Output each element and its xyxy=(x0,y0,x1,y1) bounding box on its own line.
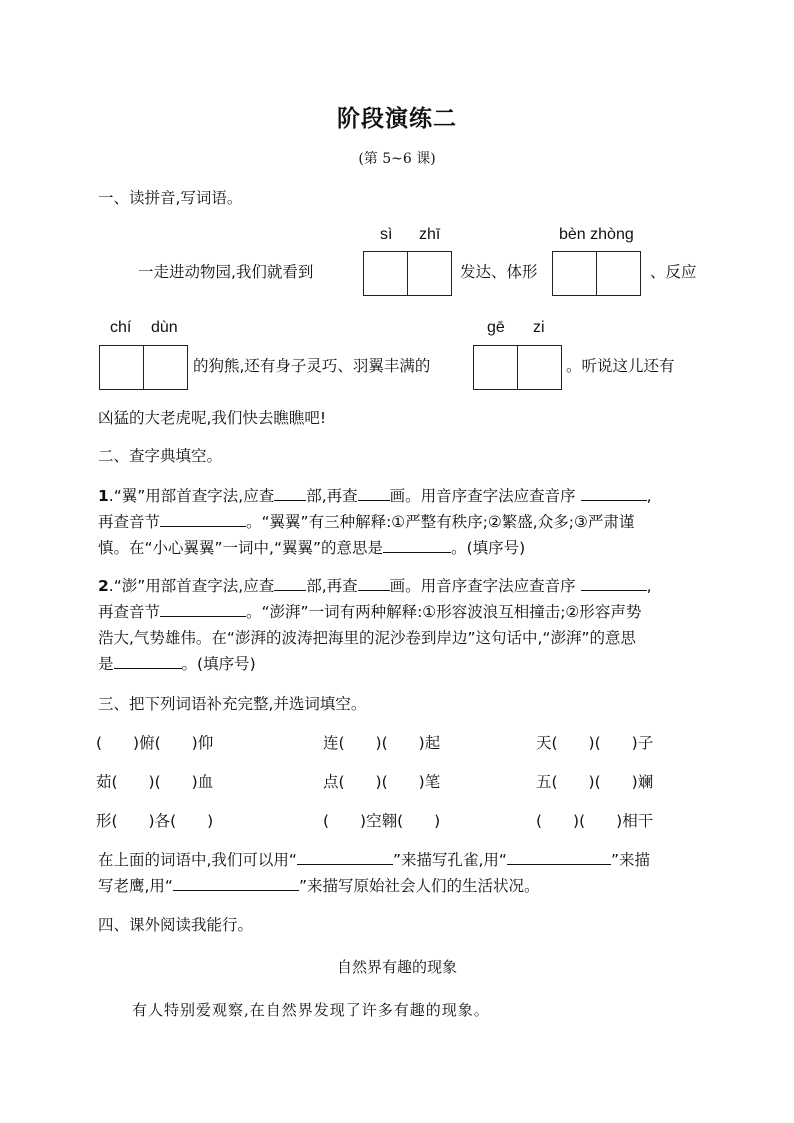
tianzige-cell[interactable] xyxy=(474,346,517,389)
q2-text-c: 画。用音序查字法应查音序 xyxy=(389,577,576,595)
q1-line3 xyxy=(98,536,525,558)
tianzige-cell[interactable] xyxy=(364,252,407,295)
q1-line2 xyxy=(98,510,634,532)
s1-line1-part2: 发达、体形 xyxy=(460,263,538,281)
s1-line1-part3: 、反应 xyxy=(650,263,697,281)
q2-number: 2 xyxy=(98,577,109,595)
section-1-heading: 一、读拼音,写词语。 xyxy=(98,189,243,207)
fill-text-3: ”来描 xyxy=(610,851,650,869)
pinyin-chi: chí xyxy=(110,319,132,336)
page-title: 阶段演练二 xyxy=(337,106,457,132)
tianzige-cell[interactable] xyxy=(100,346,143,389)
fill-text-5: ”来描写原始社会人们的生活状况。 xyxy=(298,877,540,895)
q1-text-g: 慎。在“小心翼翼”一词中,“翼翼”的意思是 xyxy=(98,539,384,557)
pinyin-ge: gē xyxy=(487,319,505,336)
tianzige-benzhong[interactable] xyxy=(552,251,641,296)
tianzige-cell[interactable] xyxy=(517,346,561,389)
q1-text-c: 画。用音序查字法应查音序 xyxy=(389,487,576,505)
q1-text-h: 。(填序号) xyxy=(451,539,526,557)
tianzige-cell[interactable] xyxy=(407,252,451,295)
q2-text-d: , xyxy=(646,577,652,595)
s1-line2-part1: 的狗熊,还有身子灵巧、羽翼丰满的 xyxy=(193,357,431,375)
idiom-item[interactable]: ( )( )相干 xyxy=(536,812,654,830)
section-2-heading: 二、查字典填空。 xyxy=(98,447,223,465)
q1-text-e: 再查音节 xyxy=(98,513,161,531)
fill-blank-eagle[interactable] xyxy=(507,850,611,865)
pinyin-zhi: zhī xyxy=(419,226,441,243)
q2-text-a: .“澎”用部首查字法,应查 xyxy=(108,577,275,595)
fill-text-2: ”来描写孔雀,用“ xyxy=(392,851,507,869)
reading-title: 自然界有趣的现象 xyxy=(336,958,457,976)
q1-line1 xyxy=(98,484,652,506)
q2-text-i: 。(填序号) xyxy=(181,655,256,673)
q2-text-b: 部,再查 xyxy=(306,577,358,595)
fill-text-1: 在上面的词语中,我们可以用“ xyxy=(98,851,297,869)
fill-line2 xyxy=(98,874,540,896)
section-3-heading: 三、把下列词语补充完整,并选词填空。 xyxy=(98,695,367,713)
idiom-item[interactable]: 茹( )( )血 xyxy=(96,773,214,791)
idiom-item[interactable]: ( )俯( )仰 xyxy=(96,734,214,752)
q1-blank-radical[interactable] xyxy=(274,486,306,501)
idiom-item[interactable]: ( )空翱( ) xyxy=(323,812,441,830)
pinyin-si: sì xyxy=(380,226,393,243)
q1-blank-meaning[interactable] xyxy=(383,538,451,553)
q2-line2 xyxy=(98,600,641,622)
tianzige-chidun[interactable] xyxy=(99,345,188,390)
s1-line3: 凶猛的大老虎呢,我们快去瞧瞧吧! xyxy=(98,409,327,427)
q1-blank-letter[interactable] xyxy=(581,486,647,501)
fill-line1 xyxy=(98,848,650,870)
q2-text-e: 再查音节 xyxy=(98,603,161,621)
idiom-item[interactable]: 五( )( )斓 xyxy=(536,773,654,791)
q1-blank-strokes[interactable] xyxy=(358,486,390,501)
q1-text-d: , xyxy=(646,487,652,505)
q2-blank-radical[interactable] xyxy=(274,576,306,591)
q2-blank-meaning[interactable] xyxy=(114,654,182,669)
fill-blank-primitive[interactable] xyxy=(173,876,299,891)
s1-line2-part2: 。听说这儿还有 xyxy=(566,357,675,375)
pinyin-benzhong: bèn zhòng xyxy=(559,226,634,243)
pinyin-dun: dùn xyxy=(151,319,178,336)
idiom-item[interactable]: 天( )( )子 xyxy=(536,734,654,752)
pinyin-zi: zi xyxy=(533,319,545,336)
idiom-item[interactable]: 形( )各( ) xyxy=(96,812,214,830)
q2-text-f: 。“澎湃”一词有两种解释:①形容波浪互相撞击;②形容声势 xyxy=(246,603,642,621)
tianzige-cell[interactable] xyxy=(596,252,640,295)
tianzige-gezi[interactable] xyxy=(473,345,562,390)
q2-text-h: 是 xyxy=(98,655,114,673)
q2-line3: 浩大,气势雄伟。在“澎湃的波涛把海里的泥沙卷到岸边”这句话中,“澎湃”的意思 xyxy=(98,629,636,647)
q2-blank-letter[interactable] xyxy=(581,576,647,591)
section-4-heading: 四、课外阅读我能行。 xyxy=(98,916,254,934)
tianzige-cell[interactable] xyxy=(553,252,596,295)
q2-blank-strokes[interactable] xyxy=(358,576,390,591)
tianzige-cell[interactable] xyxy=(143,346,187,389)
s1-line1-part1: 一走进动物园,我们就看到 xyxy=(138,263,314,281)
tianzige-sizhi[interactable] xyxy=(363,251,452,296)
idiom-item[interactable]: 连( )( )起 xyxy=(323,734,441,752)
q1-text-b: 部,再查 xyxy=(306,487,358,505)
reading-paragraph: 有人特别爱观察,在自然界发现了许多有趣的现象。 xyxy=(132,1001,490,1019)
idiom-item[interactable]: 点( )( )笔 xyxy=(323,773,441,791)
q2-line4 xyxy=(98,652,256,674)
q1-number: 1 xyxy=(98,487,109,505)
fill-text-4: 写老鹰,用“ xyxy=(98,877,173,895)
q1-text-f: 。“翼翼”有三种解释:①严整有秩序;②繁盛,众多;③严肃谨 xyxy=(246,513,635,531)
q2-line1 xyxy=(98,574,652,596)
q1-text-a: .“翼”用部首查字法,应查 xyxy=(108,487,275,505)
fill-blank-peacock[interactable] xyxy=(297,850,393,865)
page-subtitle: (第 5~6 课) xyxy=(358,151,436,167)
q2-blank-syllable[interactable] xyxy=(160,602,246,617)
q1-blank-syllable[interactable] xyxy=(160,512,246,527)
